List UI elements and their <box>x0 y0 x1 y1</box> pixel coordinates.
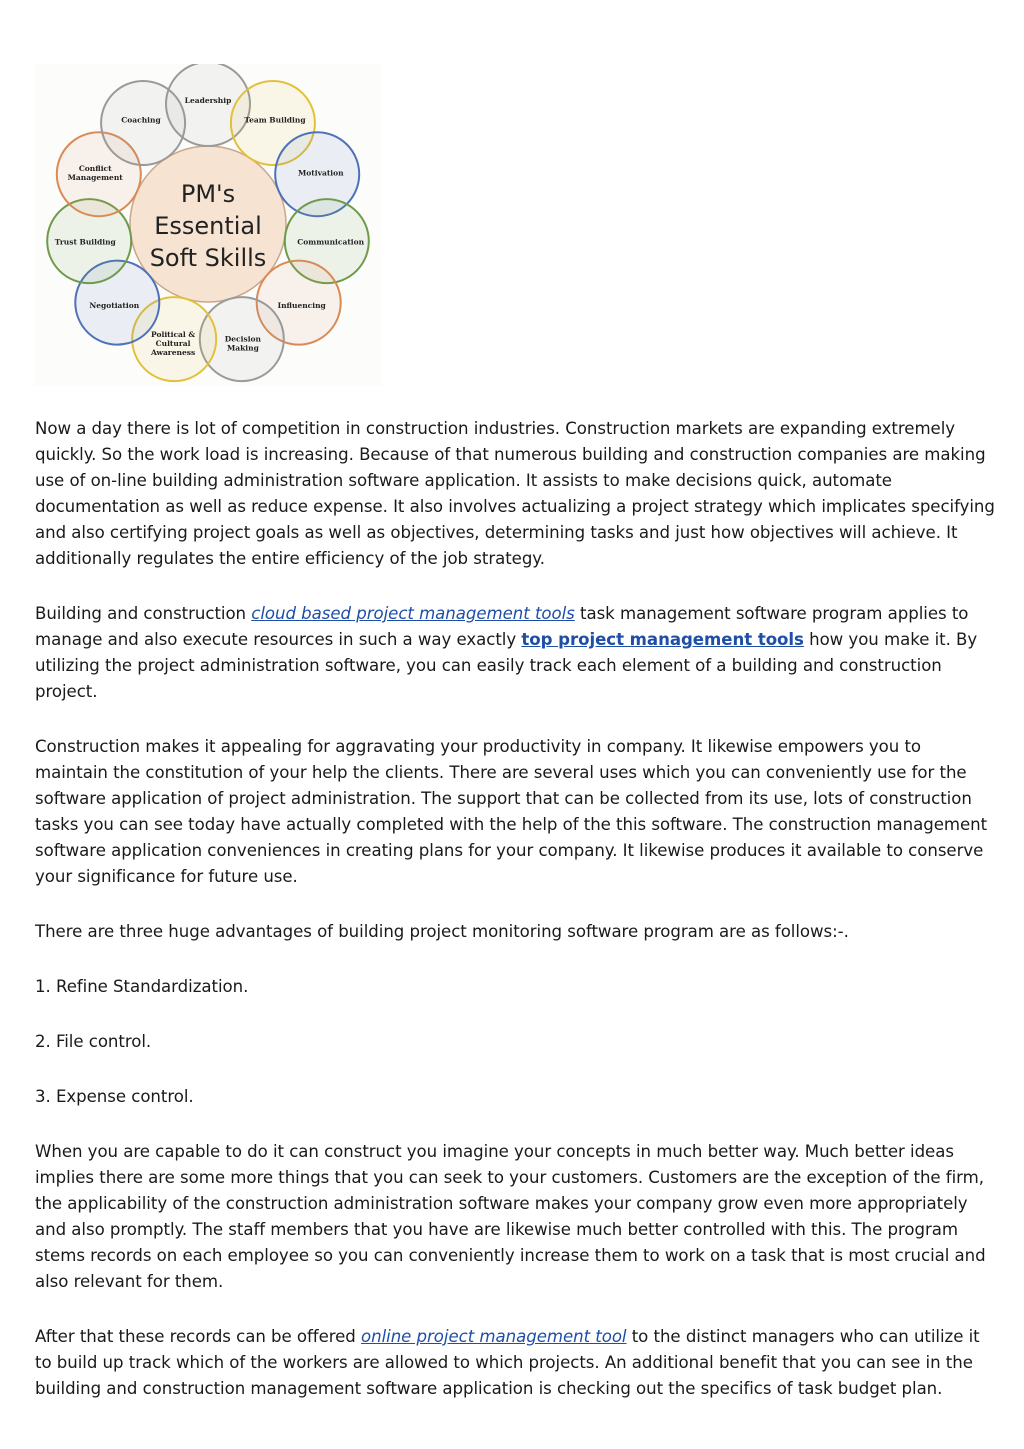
skill-label: Making <box>226 343 259 353</box>
skill-label: Trust Building <box>54 237 116 247</box>
article-body <box>35 416 997 1431</box>
paragraph-advantages: There are three huge advantages of building project monitoring software program are as follows:-. <box>35 922 849 941</box>
center-line-1: PM's <box>180 180 236 208</box>
list-item-1: 1. Refine Standardization. <box>35 977 249 996</box>
soft-skills-svg <box>34 64 382 386</box>
list-item-3: 3. Expense control. <box>35 1087 194 1106</box>
top-tools-link[interactable]: top project management tools <box>521 630 804 649</box>
skill-label: Negotiation <box>89 301 140 311</box>
skill-label: Political & <box>151 330 196 339</box>
skill-label: Coaching <box>121 115 161 125</box>
skill-label: Cultural <box>155 339 191 348</box>
text-segment: task management software program applies to manage and also execute resources in such a way exactly <box>35 604 969 649</box>
list-item-2: 2. File control. <box>35 1032 152 1051</box>
cloud-tools-link[interactable]: cloud based project management tools <box>251 604 575 623</box>
skill-label: Management <box>67 173 123 182</box>
skill-label: Motivation <box>297 168 344 178</box>
paragraph-records <box>35 1324 997 1402</box>
online-tool-link[interactable]: online project management tool <box>361 1327 627 1346</box>
paragraph-intro: Now a day there is lot of competition in construction industries. Construction markets are expanding extremely quickly. So the work load is increasing. Because of that numerous building and construction companies are making use of on-line building administration software application. It assists to make decisions quick, automate documentation as well as reduce expense. It also involves actualizing a project strategy which implicates specifying and also certifying project goals as well as objectives, determining tasks and just how objectives will achieve. It additionally regulates the entire efficiency of the job strategy. <box>35 419 995 568</box>
paragraph-ideas: When you are capable to do it can construct you imagine your concepts in much better way. Much better ideas implies there are some more things that you can seek to your customers. Customers are the exception of the firm, the applicability of the construction administration software makes your company grow even more appropriately and also promptly. The staff members that you have are likewise much better controlled with this. The program stems records on each employee so you can conveniently increase them to work on a task that is most crucial and also relevant for them. <box>35 1142 986 1291</box>
skill-label: Communication <box>297 237 365 247</box>
skill-label: Team Building <box>244 115 306 125</box>
text-segment: After that these records can be offered <box>35 1327 362 1346</box>
skill-label: Conflict <box>78 164 112 173</box>
soft-skills-diagram <box>34 64 382 386</box>
center-line-2: Essential <box>154 212 262 240</box>
skill-label: Awareness <box>150 348 196 357</box>
skill-label: Decision <box>224 334 262 344</box>
center-line-3: Soft Skills <box>149 244 267 272</box>
skill-label: Leadership <box>184 96 232 105</box>
text-segment: to the distinct managers who can utilize it to build up track which of the workers are allowed to which projects. An additional benefit that you can see in the building and construction management software application is checking out the specifics of task budget plan. <box>35 1327 980 1398</box>
text-segment: Building and construction <box>35 604 252 623</box>
paragraph-productivity: Construction makes it appealing for aggravating your productivity in company. It likewise empowers you to maintain the constitution of your help the clients. There are several uses which you can conveniently use for the software application of project administration. The support that can be collected from its use, lots of construction tasks you can see today have actually completed with the help of the this software. The construction management software application conveniences in creating plans for your company. It likewise produces it available to conserve your significance for future use. <box>35 737 988 886</box>
skill-label: Influencing <box>277 301 326 311</box>
text-segment: how you make it. By utilizing the project administration software, you can easily track each element of a building and construction project. <box>35 630 978 701</box>
paragraph-tools <box>35 601 997 705</box>
